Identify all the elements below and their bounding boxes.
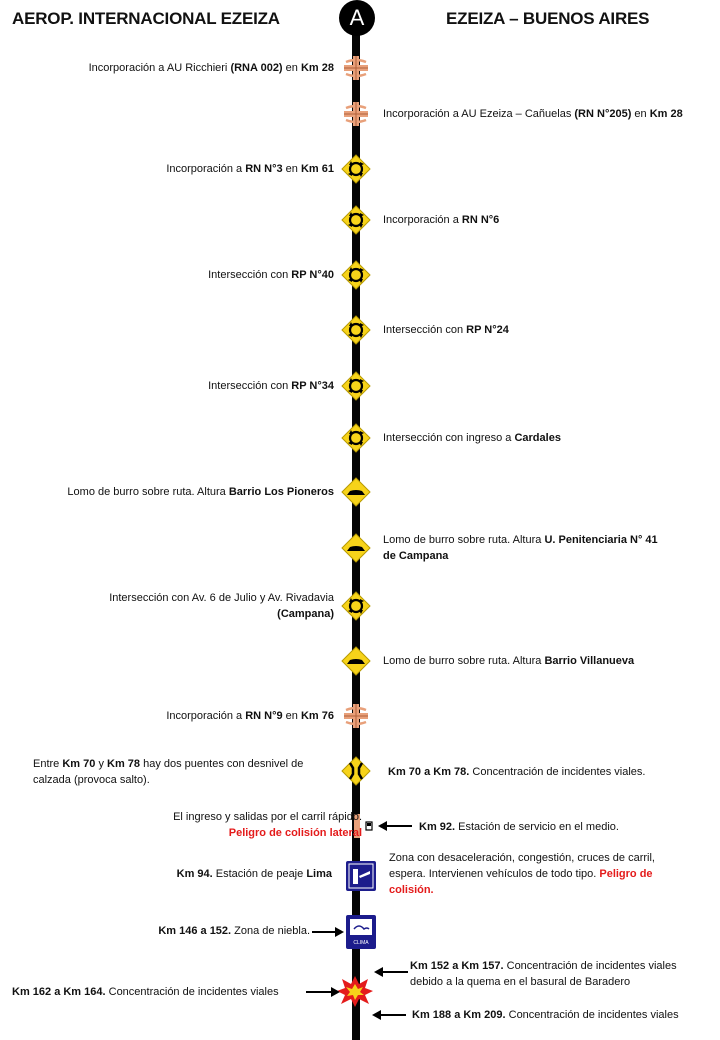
speed-bump-icon — [341, 533, 371, 563]
arrow-right-icon — [306, 986, 340, 998]
toll-right-label: Zona con desaceleración, congestión, cruces de carril, espera. Intervienen vehículos de todo tipo. Peligro de colisión. — [389, 852, 655, 896]
bridge-icon — [341, 756, 371, 786]
fuel-pump-icon — [365, 821, 375, 831]
route-item-label: Intersección con RP N°40 — [208, 269, 334, 281]
roundabout-icon — [341, 371, 371, 401]
route-item-label: Incorporación a RN N°3 en Km 61 — [166, 163, 334, 175]
destination-title: EZEIZA – BUENOS AIRES — [446, 9, 650, 28]
arrow-left-icon — [372, 1009, 406, 1021]
bridges-left-label: Entre Km 70 y Km 78 hay dos puentes con desnivel de calzada (provoca salto). — [33, 758, 304, 786]
route-item-label: Incorporación a AU Ezeiza – Cañuelas (RN N°205) en Km 28 — [383, 108, 683, 120]
explosion-icon — [337, 975, 373, 1007]
roundabout-icon — [341, 423, 371, 453]
speed-bump-icon — [341, 477, 371, 507]
route-item-label: Lomo de burro sobre ruta. Altura Barrio Villanueva — [383, 655, 635, 667]
route-item-label: Intersección con ingreso a Cardales — [383, 432, 561, 444]
route-item-label: Lomo de burro sobre ruta. Altura U. Penitenciaria N° 41 de Campana — [383, 534, 658, 562]
route-item-label: Lomo de burro sobre ruta. Altura Barrio Los Pioneros — [67, 486, 334, 498]
roundabout-icon — [341, 154, 371, 184]
toll-left-label: Km 94. Estación de peaje Lima — [176, 868, 332, 880]
km152-label: Km 152 a Km 157. Concentración de incidentes viales debido a la quema en el basural de Baradero — [410, 960, 677, 988]
km188-label: Km 188 a Km 209. Concentración de incidentes viales — [412, 1009, 679, 1021]
route-item-label: Intersección con RP N°24 — [383, 324, 509, 336]
roundabout-icon — [341, 205, 371, 235]
route-item-label: Incorporación a RN N°6 — [383, 214, 500, 226]
toll-booth-icon — [346, 861, 376, 891]
service-left-label: El ingreso y salidas por el carril rápido. Peligro de colisión lateral — [173, 811, 362, 839]
interchange-icon — [344, 704, 368, 728]
route-item-label: Incorporación a RN N°9 en Km 76 — [166, 710, 334, 722]
bridges-right-label: Km 70 a Km 78. Concentración de incidentes viales. — [388, 766, 646, 778]
interchange-icon — [344, 56, 368, 80]
origin-title: AEROP. INTERNACIONAL EZEIZA — [12, 9, 280, 28]
weather-sign-text: CLIMA — [353, 940, 369, 946]
route-item-label: Intersección con Av. 6 de Julio y Av. Rivadavia (Campana) — [109, 592, 334, 620]
arrow-left-icon — [374, 966, 408, 978]
roundabout-icon — [341, 315, 371, 345]
weather-sign-icon — [346, 915, 376, 949]
fog-left-label: Km 146 a 152. Zona de niebla. — [158, 925, 310, 937]
route-marker-badge: A — [339, 0, 375, 36]
arrow-right-icon — [312, 926, 344, 938]
km162-label: Km 162 a Km 164. Concentración de incidentes viales — [12, 986, 279, 998]
service-right-label: Km 92. Estación de servicio en el medio. — [419, 821, 619, 833]
roundabout-icon — [341, 260, 371, 290]
speed-bump-icon — [341, 646, 371, 676]
route-item-label: Intersección con RP N°34 — [208, 380, 334, 392]
arrow-left-icon — [378, 820, 412, 832]
interchange-icon — [344, 102, 368, 126]
route-item-label: Incorporación a AU Ricchieri (RNA 002) en Km 28 — [88, 62, 334, 74]
roundabout-icon — [341, 591, 371, 621]
